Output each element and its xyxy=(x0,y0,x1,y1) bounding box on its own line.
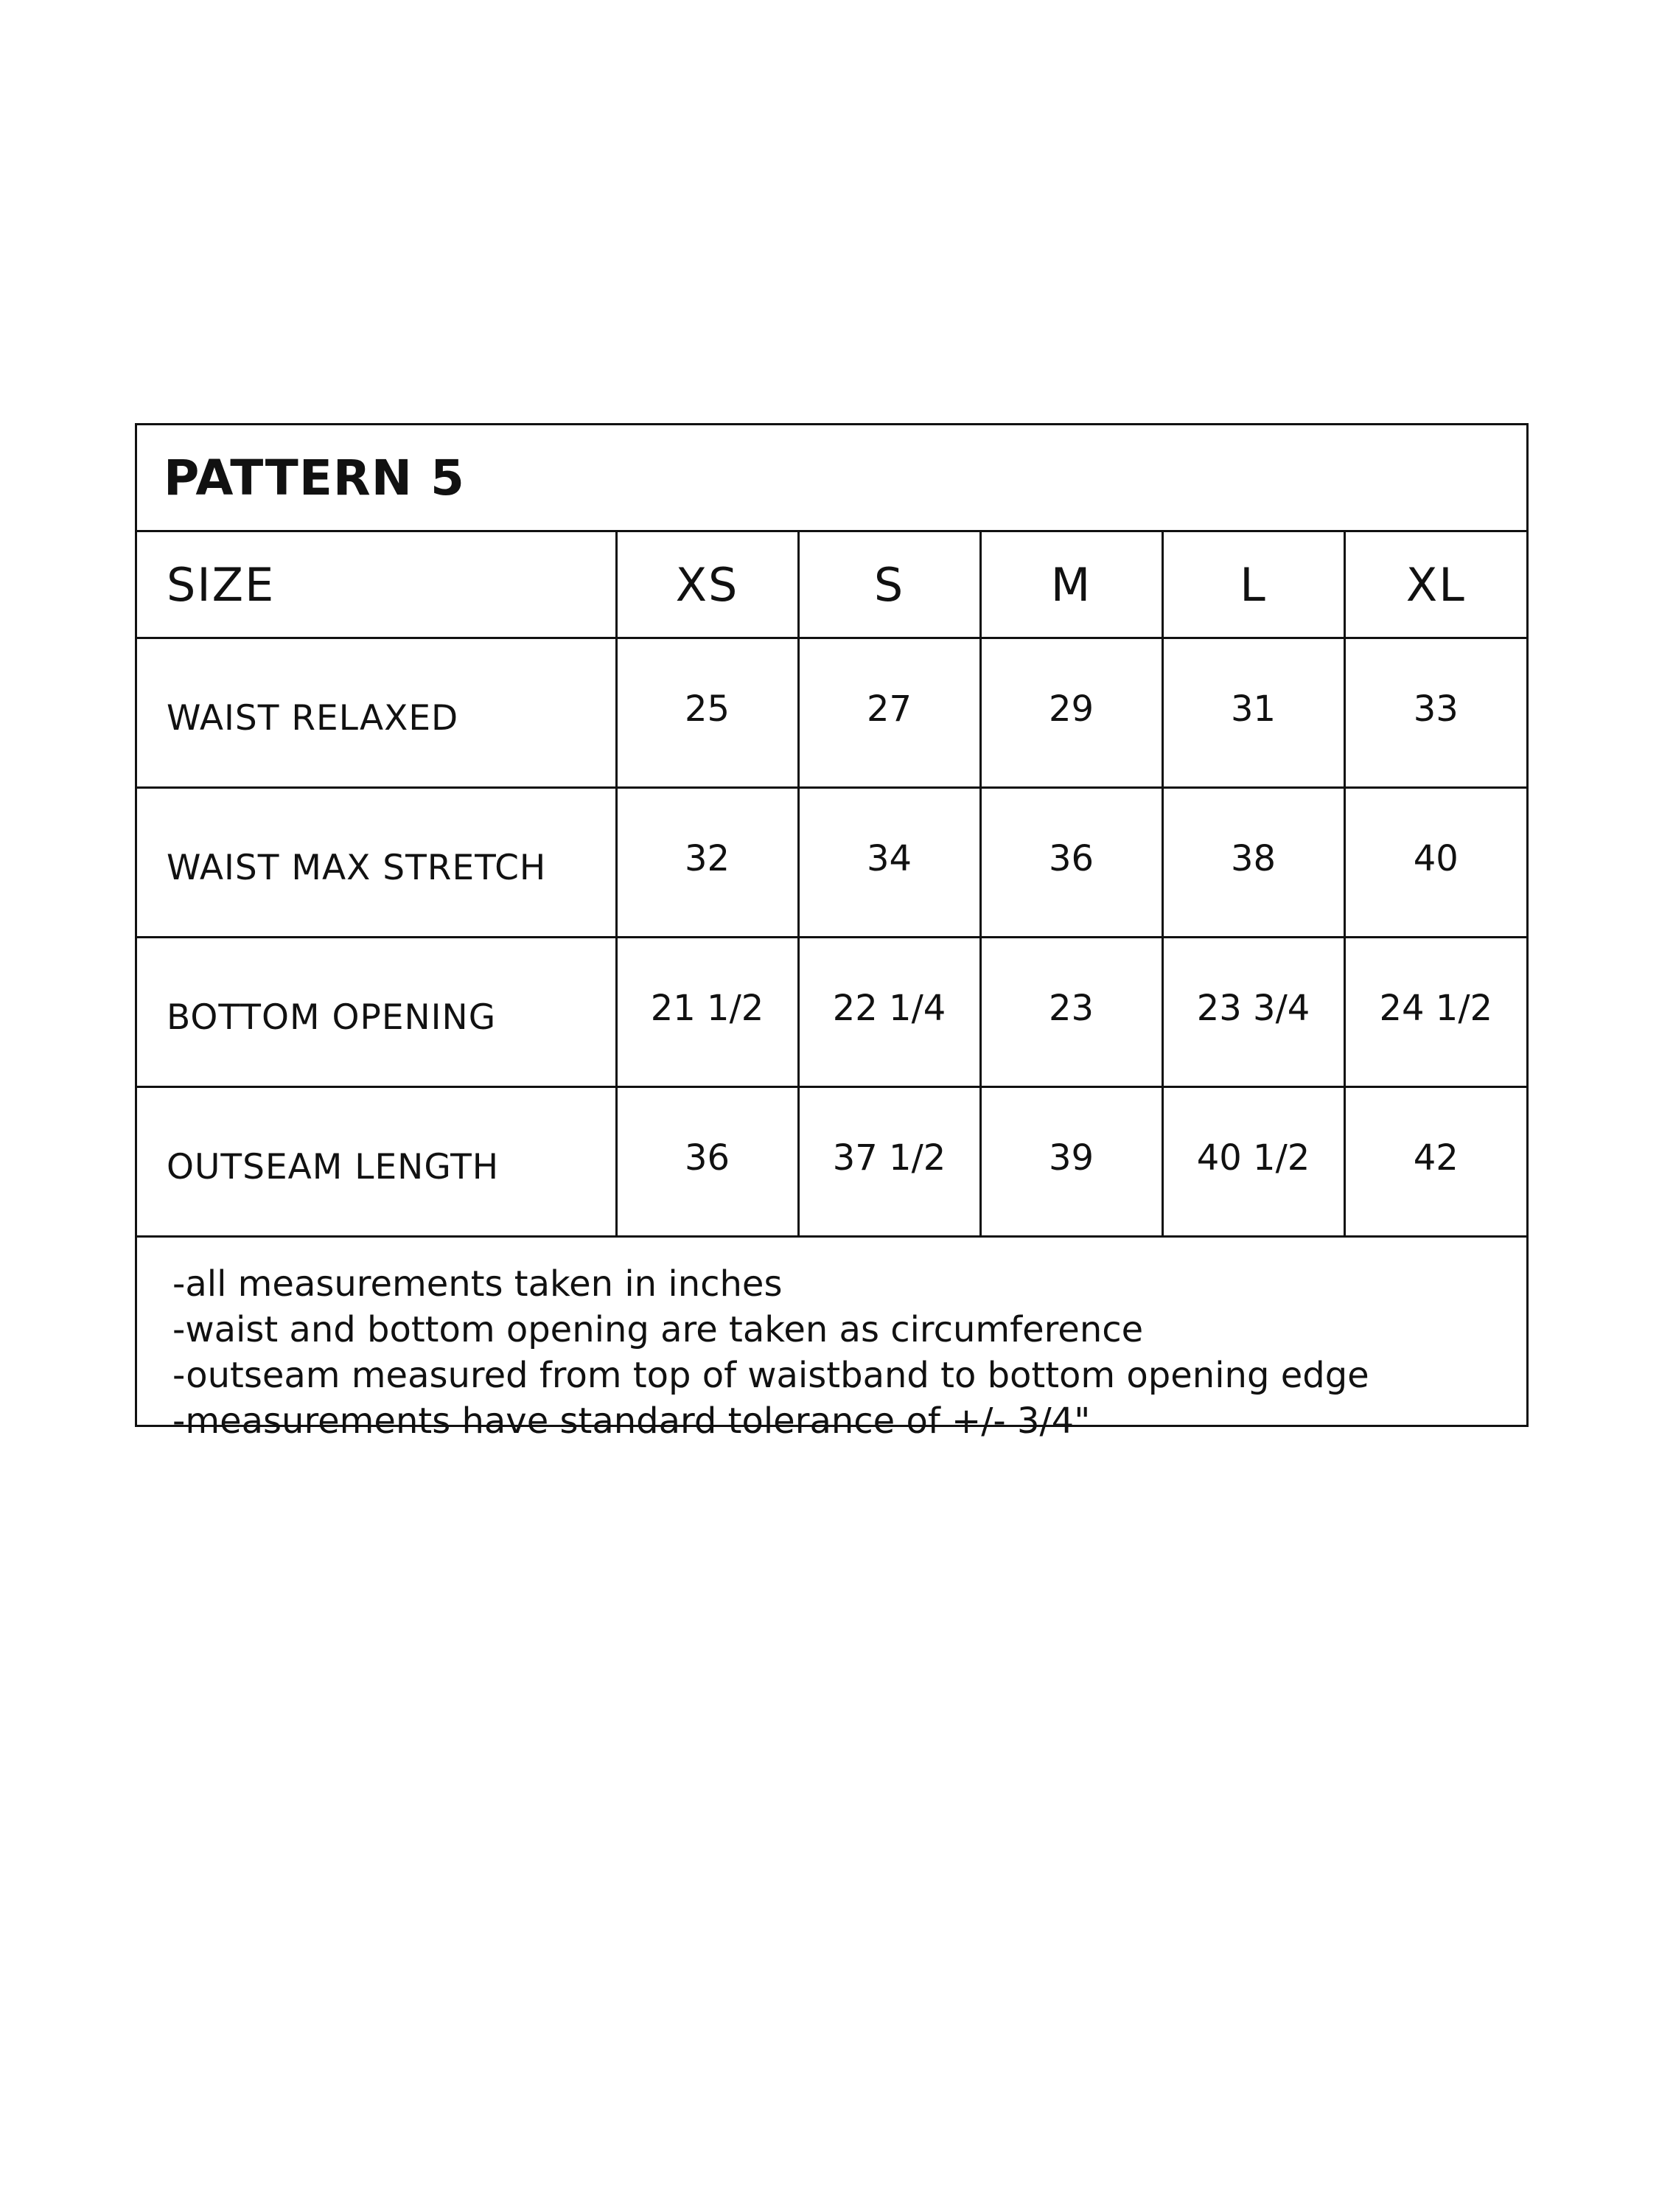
note-line: -all measurements taken in inches xyxy=(172,1263,783,1305)
row-label: WAIST RELAXED xyxy=(137,638,616,788)
table-row xyxy=(137,1087,1526,1237)
table-cell: 29 xyxy=(980,638,1162,788)
table-cell: 42 xyxy=(1344,1087,1526,1237)
table-row xyxy=(137,938,1526,1087)
size-s: S xyxy=(798,532,980,638)
row-label: OUTSEAM LENGTH xyxy=(137,1087,616,1237)
size-xs: XS xyxy=(616,532,798,638)
table-cell: 36 xyxy=(980,788,1162,938)
table-cell: 40 xyxy=(1344,788,1526,938)
chart-title: PATTERN 5 xyxy=(164,449,465,506)
table-cell: 21 1/2 xyxy=(616,938,798,1087)
size-header-label: SIZE xyxy=(137,532,616,638)
table-cell: 23 3/4 xyxy=(1162,938,1344,1087)
table-cell: 25 xyxy=(616,638,798,788)
size-chart xyxy=(135,423,1529,1442)
table-cell: 27 xyxy=(798,638,980,788)
table-cell: 36 xyxy=(616,1087,798,1237)
table-cell: 39 xyxy=(980,1087,1162,1237)
table-cell: 32 xyxy=(616,788,798,938)
row-label: BOTTOM OPENING xyxy=(137,938,616,1087)
note-line: -measurements have standard tolerance of +/- 3/4" xyxy=(172,1400,1091,1442)
table-cell: 37 1/2 xyxy=(798,1087,980,1237)
row-label: WAIST MAX STRETCH xyxy=(137,788,616,938)
table-cell: 40 1/2 xyxy=(1162,1087,1344,1237)
size-header-row xyxy=(137,532,1526,638)
table-cell: 33 xyxy=(1344,638,1526,788)
title-row xyxy=(137,425,1526,532)
table-cell: 23 xyxy=(980,938,1162,1087)
notes xyxy=(137,1238,1526,1444)
size-xl: XL xyxy=(1344,532,1526,638)
table-cell: 34 xyxy=(798,788,980,938)
size-l: L xyxy=(1162,532,1344,638)
note-line: -outseam measured from top of waistband to bottom opening edge xyxy=(172,1355,1369,1396)
size-table xyxy=(137,532,1526,1238)
size-m: M xyxy=(980,532,1162,638)
table-cell: 31 xyxy=(1162,638,1344,788)
table-row xyxy=(137,788,1526,938)
table-row xyxy=(137,638,1526,788)
note-line: -waist and bottom opening are taken as circumference xyxy=(172,1309,1144,1350)
table-cell: 22 1/4 xyxy=(798,938,980,1087)
table-cell: 24 1/2 xyxy=(1344,938,1526,1087)
table-cell: 38 xyxy=(1162,788,1344,938)
